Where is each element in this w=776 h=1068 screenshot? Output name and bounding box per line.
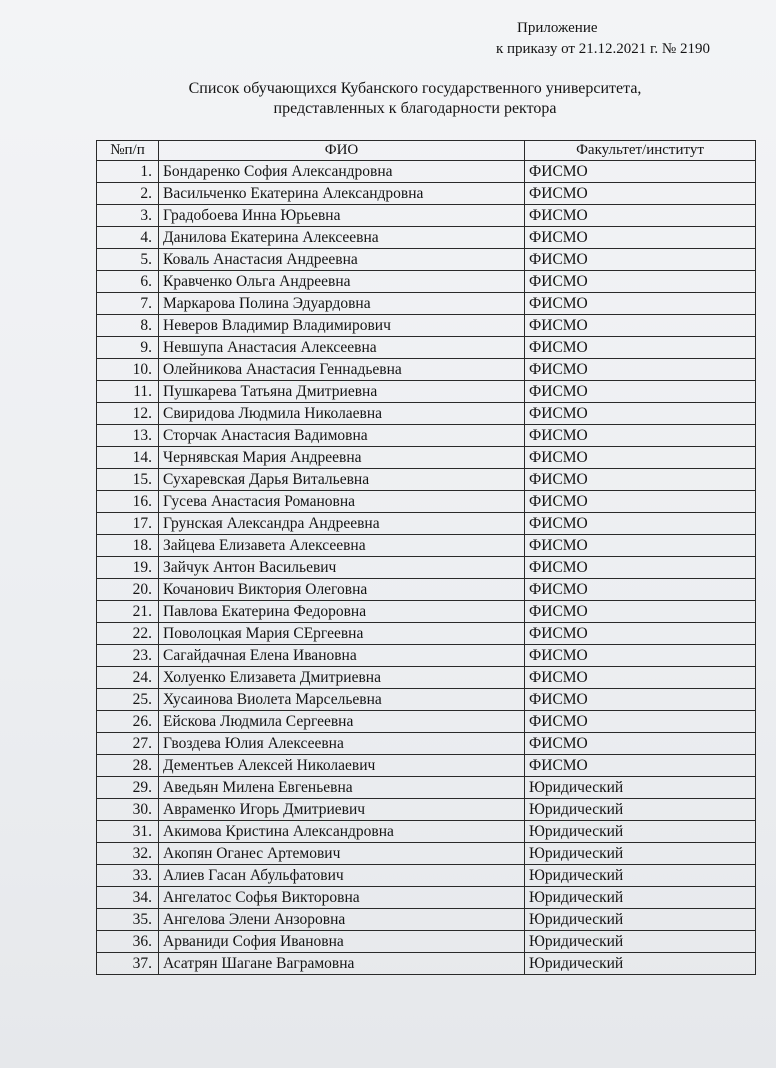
row-number: 31. (97, 821, 159, 843)
faculty-name: Юридический (525, 865, 756, 887)
table-row (97, 337, 756, 359)
table-row (97, 271, 756, 293)
table-row (97, 381, 756, 403)
student-name: Неверов Владимир Владимирович (159, 315, 525, 337)
faculty-name: ФИСМО (525, 469, 756, 491)
faculty-name: ФИСМО (525, 711, 756, 733)
student-name: Сагайдачная Елена Ивановна (159, 645, 525, 667)
table-row (97, 447, 756, 469)
row-number: 25. (97, 689, 159, 711)
row-number: 7. (97, 293, 159, 315)
faculty-name: Юридический (525, 909, 756, 931)
student-name: Пушкарева Татьяна Дмитриевна (159, 381, 525, 403)
table-row (97, 469, 756, 491)
student-name: Сторчак Анастасия Вадимовна (159, 425, 525, 447)
table-row (97, 293, 756, 315)
student-name: Кравченко Ольга Андреевна (159, 271, 525, 293)
student-name: Зайцева Елизавета Алексеевна (159, 535, 525, 557)
faculty-name: ФИСМО (525, 557, 756, 579)
faculty-name: ФИСМО (525, 733, 756, 755)
row-number: 19. (97, 557, 159, 579)
row-number: 26. (97, 711, 159, 733)
table-row (97, 909, 756, 931)
faculty-name: Юридический (525, 931, 756, 953)
row-number: 17. (97, 513, 159, 535)
student-name: Акопян Оганес Артемович (159, 843, 525, 865)
row-number: 21. (97, 601, 159, 623)
student-name: Ангелова Элени Анзоровна (159, 909, 525, 931)
faculty-name: ФИСМО (525, 381, 756, 403)
row-number: 32. (97, 843, 159, 865)
faculty-name: ФИСМО (525, 271, 756, 293)
faculty-name: ФИСМО (525, 337, 756, 359)
student-name: Холуенко Елизавета Дмитриевна (159, 667, 525, 689)
row-number: 1. (97, 161, 159, 183)
faculty-name: ФИСМО (525, 161, 756, 183)
row-number: 2. (97, 183, 159, 205)
faculty-name: ФИСМО (525, 249, 756, 271)
title-line-2: представленных к благодарности ректора (273, 100, 557, 117)
table-row (97, 887, 756, 909)
student-name: Асатрян Шагане Ваграмовна (159, 953, 525, 975)
table-row (97, 755, 756, 777)
table-row (97, 689, 756, 711)
table-body (97, 161, 756, 975)
table-row (97, 931, 756, 953)
faculty-name: ФИСМО (525, 425, 756, 447)
faculty-name: ФИСМО (525, 535, 756, 557)
table-row (97, 403, 756, 425)
title-line-1: Список обучающихся Кубанского государственного университета, (188, 80, 642, 97)
table-row (97, 183, 756, 205)
faculty-name: ФИСМО (525, 315, 756, 337)
column-header-number: №п/п (97, 141, 159, 161)
faculty-name: Юридический (525, 953, 756, 975)
student-name: Хусаинова Виолета Марсельевна (159, 689, 525, 711)
student-name: Градобоева Инна Юрьевна (159, 205, 525, 227)
faculty-name: Юридический (525, 843, 756, 865)
row-number: 4. (97, 227, 159, 249)
student-name: Акимова Кристина Александровна (159, 821, 525, 843)
column-header-faculty: Факультет/институт (525, 141, 756, 161)
row-number: 15. (97, 469, 159, 491)
table-row (97, 667, 756, 689)
student-name: Кочанович Виктория Олеговна (159, 579, 525, 601)
row-number: 23. (97, 645, 159, 667)
row-number: 30. (97, 799, 159, 821)
faculty-name: Юридический (525, 777, 756, 799)
faculty-name: ФИСМО (525, 689, 756, 711)
table-row (97, 315, 756, 337)
table-row (97, 513, 756, 535)
row-number: 36. (97, 931, 159, 953)
row-number: 10. (97, 359, 159, 381)
student-name: Ангелатос Софья Викторовна (159, 887, 525, 909)
student-name: Дементьев Алексей Николаевич (159, 755, 525, 777)
faculty-name: ФИСМО (525, 227, 756, 249)
appendix-header (380, 18, 710, 60)
table-row (97, 843, 756, 865)
table-row (97, 557, 756, 579)
students-table (96, 140, 756, 975)
row-number: 37. (97, 953, 159, 975)
table-row (97, 821, 756, 843)
faculty-name: Юридический (525, 887, 756, 909)
faculty-name: ФИСМО (525, 601, 756, 623)
faculty-name: ФИСМО (525, 447, 756, 469)
faculty-name: ФИСМО (525, 359, 756, 381)
table-row (97, 777, 756, 799)
row-number: 5. (97, 249, 159, 271)
faculty-name: ФИСМО (525, 579, 756, 601)
row-number: 6. (97, 271, 159, 293)
faculty-name: ФИСМО (525, 755, 756, 777)
row-number: 9. (97, 337, 159, 359)
student-name: Авраменко Игорь Дмитриевич (159, 799, 525, 821)
row-number: 24. (97, 667, 159, 689)
document-title (120, 79, 710, 119)
order-reference: к приказу от 21.12.2021 г. № 2190 (495, 41, 710, 57)
student-name: Данилова Екатерина Алексеевна (159, 227, 525, 249)
student-name: Гвоздева Юлия Алексеевна (159, 733, 525, 755)
student-name: Чернявская Мария Андреевна (159, 447, 525, 469)
table-row (97, 161, 756, 183)
row-number: 3. (97, 205, 159, 227)
student-name: Аведьян Милена Евгеньевна (159, 777, 525, 799)
row-number: 33. (97, 865, 159, 887)
table-row (97, 359, 756, 381)
appendix-title: Приложение (517, 20, 598, 36)
table-row (97, 733, 756, 755)
table-row (97, 249, 756, 271)
student-name: Гусева Анастасия Романовна (159, 491, 525, 513)
faculty-name: ФИСМО (525, 293, 756, 315)
row-number: 35. (97, 909, 159, 931)
faculty-name: ФИСМО (525, 183, 756, 205)
student-name: Поволоцкая Мария СЕргеевна (159, 623, 525, 645)
table-row (97, 205, 756, 227)
row-number: 14. (97, 447, 159, 469)
student-name: Бондаренко София Александровна (159, 161, 525, 183)
table-row (97, 623, 756, 645)
table-row (97, 865, 756, 887)
row-number: 29. (97, 777, 159, 799)
faculty-name: ФИСМО (525, 667, 756, 689)
faculty-name: ФИСМО (525, 403, 756, 425)
student-name: Ейскова Людмила Сергеевна (159, 711, 525, 733)
table-row (97, 425, 756, 447)
row-number: 28. (97, 755, 159, 777)
faculty-name: Юридический (525, 821, 756, 843)
student-name: Свиридова Людмила Николаевна (159, 403, 525, 425)
student-name: Маркарова Полина Эдуардовна (159, 293, 525, 315)
table-row (97, 491, 756, 513)
row-number: 27. (97, 733, 159, 755)
table-row (97, 227, 756, 249)
student-name: Алиев Гасан Абульфатович (159, 865, 525, 887)
row-number: 20. (97, 579, 159, 601)
row-number: 16. (97, 491, 159, 513)
column-header-name: ФИО (159, 141, 525, 161)
table-row (97, 953, 756, 975)
table-row (97, 601, 756, 623)
table-row (97, 645, 756, 667)
faculty-name: ФИСМО (525, 205, 756, 227)
faculty-name: ФИСМО (525, 491, 756, 513)
table-row (97, 711, 756, 733)
row-number: 22. (97, 623, 159, 645)
student-name: Грунская Александра Андреевна (159, 513, 525, 535)
faculty-name: ФИСМО (525, 513, 756, 535)
table-row (97, 535, 756, 557)
row-number: 11. (97, 381, 159, 403)
row-number: 13. (97, 425, 159, 447)
student-name: Олейникова Анастасия Геннадьевна (159, 359, 525, 381)
faculty-name: ФИСМО (525, 645, 756, 667)
row-number: 8. (97, 315, 159, 337)
table-row (97, 799, 756, 821)
student-name: Арваниди София Ивановна (159, 931, 525, 953)
student-name: Коваль Анастасия Андреевна (159, 249, 525, 271)
row-number: 12. (97, 403, 159, 425)
student-name: Павлова Екатерина Федоровна (159, 601, 525, 623)
table-header-row (97, 141, 756, 161)
student-name: Зайчук Антон Васильевич (159, 557, 525, 579)
row-number: 18. (97, 535, 159, 557)
table-row (97, 579, 756, 601)
faculty-name: ФИСМО (525, 623, 756, 645)
faculty-name: Юридический (525, 799, 756, 821)
row-number: 34. (97, 887, 159, 909)
student-name: Сухаревская Дарья Витальевна (159, 469, 525, 491)
student-name: Невшупа Анастасия Алексеевна (159, 337, 525, 359)
student-name: Васильченко Екатерина Александровна (159, 183, 525, 205)
